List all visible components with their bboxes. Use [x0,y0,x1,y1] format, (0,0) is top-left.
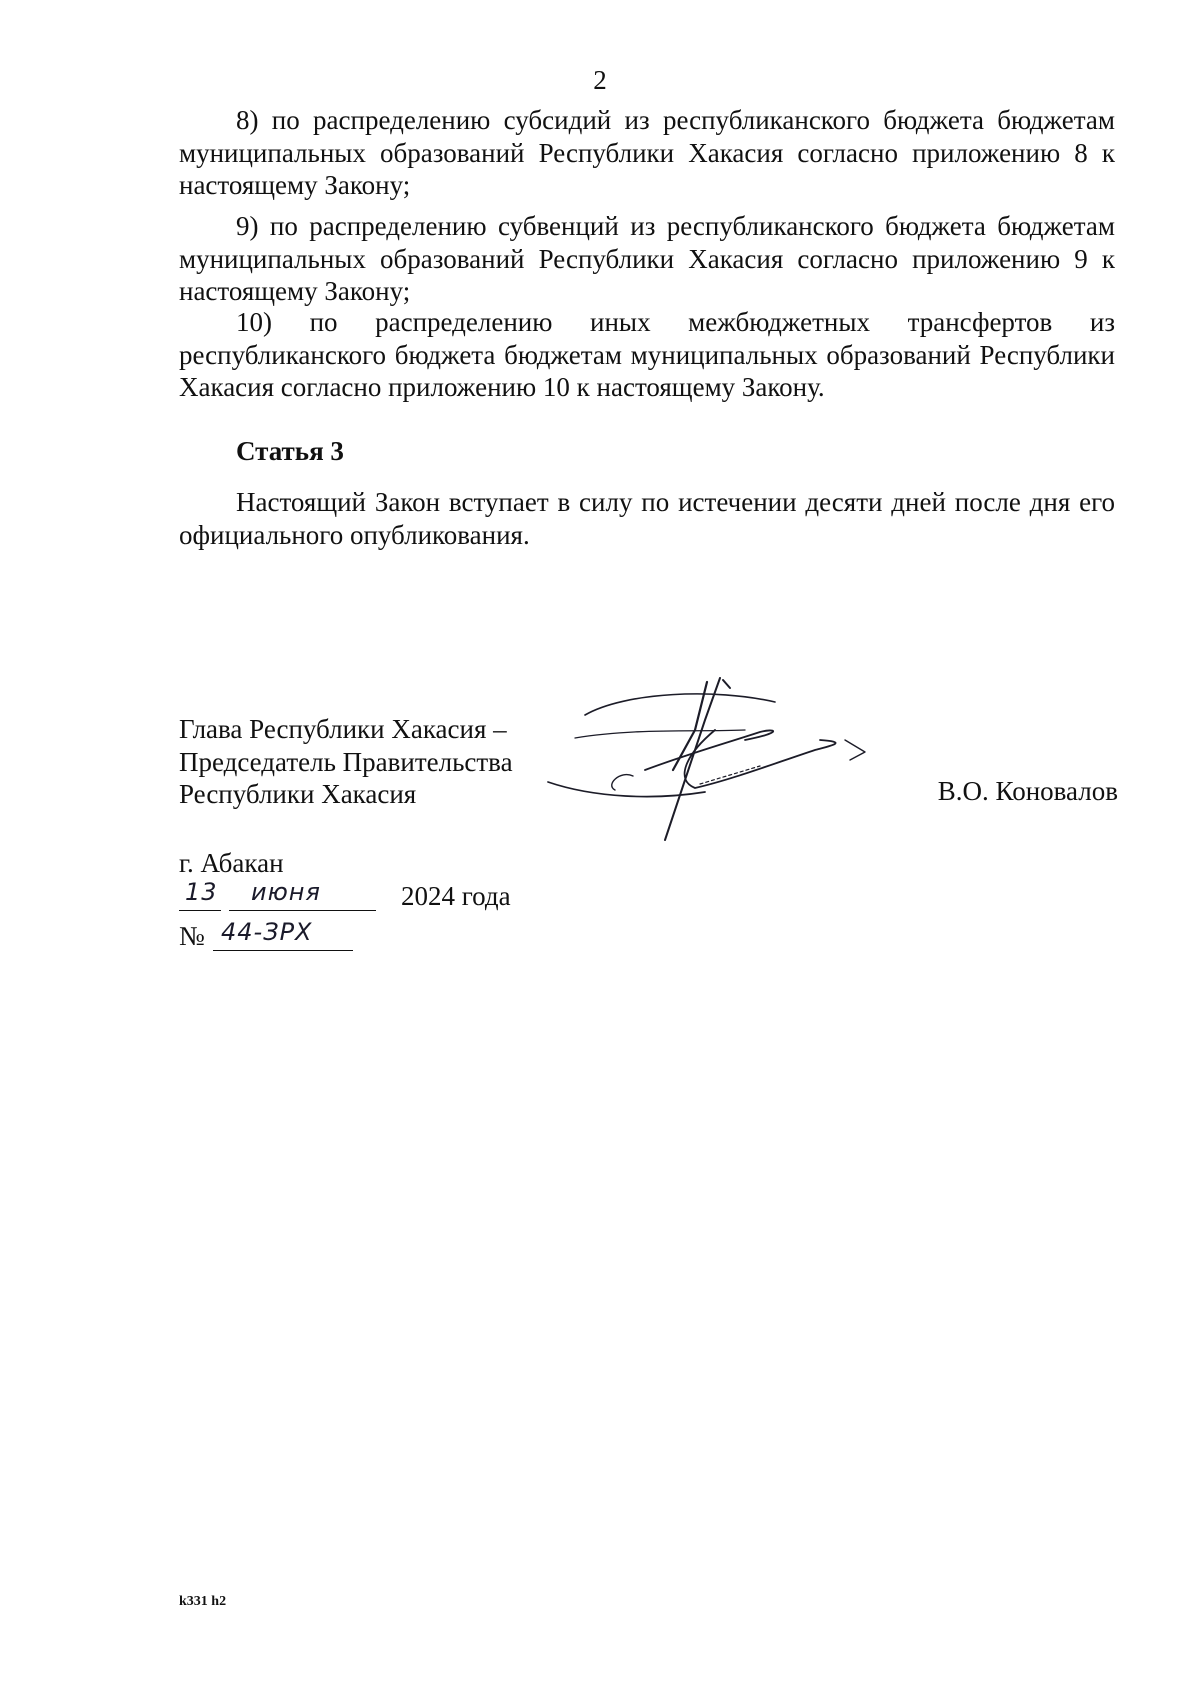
law-number [179,920,439,954]
footer-code: k331 h2 [179,1594,227,1609]
paragraph-item-8 [179,104,1115,202]
handwritten-signature [545,660,935,850]
signatory-title [179,713,513,811]
paragraph-item-10 [179,306,1115,404]
handwritten-month: июня [251,878,321,906]
number-sign: № [179,921,205,951]
signatory-title-line-1: Глава Республики Хакасия – [179,714,507,744]
article-body [179,486,1115,551]
article-text: Настоящий Закон вступает в силу по истечении десяти дней после дня его официального опубликования. [179,487,1115,550]
year-text: 2024 года [401,881,511,911]
paragraph-text: 9) по распределению субвенций из республиканского бюджета бюджетам муниципальных образований Республики Хакасия согласно приложению 9 к настоящему Закону; [179,211,1115,306]
paragraph-item-9 [179,210,1115,308]
signatory-name: В.О. Коновалов [937,776,1118,806]
page-number: 2 [593,65,607,95]
handwritten-number: 44-ЗРХ [221,918,313,946]
signing-date [179,880,539,914]
signatory-title-line-3: Республики Хакасия [179,779,417,809]
signatory-title-line-2: Председатель Правительства [179,746,513,777]
paragraph-text: 8) по распределению субсидий из республиканского бюджета бюджетам муниципальных образований Республики Хакасия согласно приложению 8 к настоящему Закону; [179,105,1115,200]
place-of-signing: г. Абакан [179,848,284,878]
handwritten-day: 13 [185,878,218,906]
article-heading: Статья 3 [236,436,344,466]
paragraph-text: 10) по распределению иных межбюджетных трансфертов из республиканского бюджета бюджетам муниципальных образований Республики Хакасия согласно приложению 10 к настоящему Закону. [179,307,1115,402]
